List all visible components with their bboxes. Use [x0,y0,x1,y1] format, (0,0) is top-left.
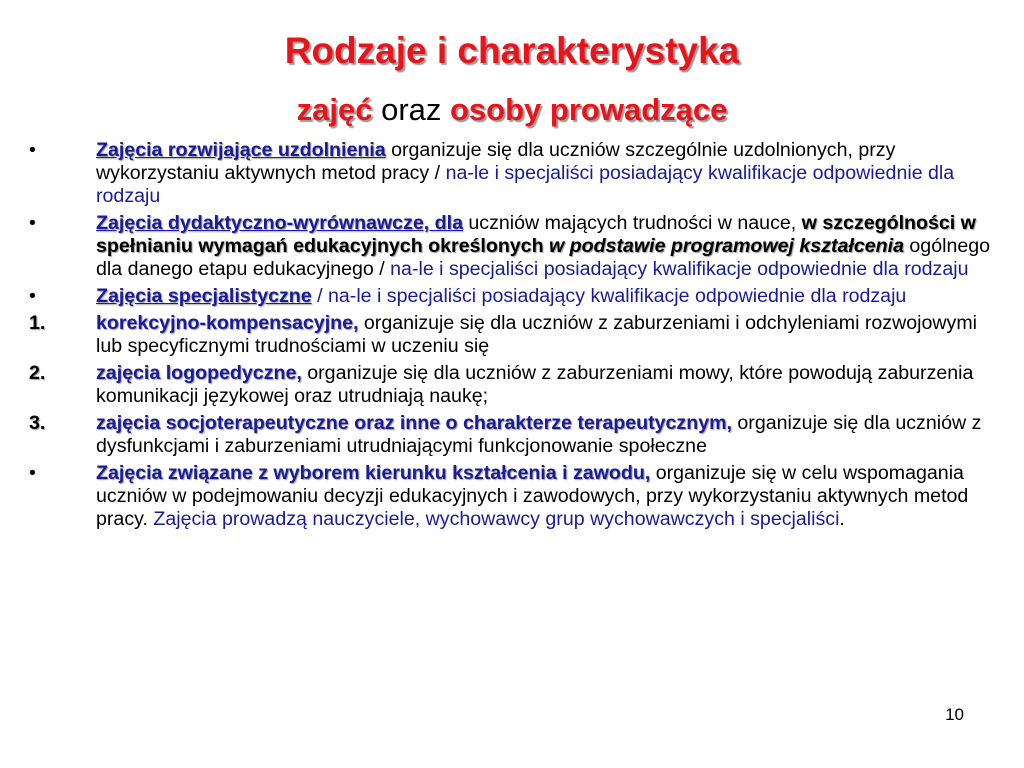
item-period: . [839,508,845,530]
list-item-rozwijajace [29,139,991,208]
item-heading: Zajęcia rozwijające uzdolnienia [96,139,386,161]
item-staff-text: na-le i specjaliści posiadający kwalifikacje odpowiednie dla rodzaju [96,162,955,207]
number-marker: 1. [29,312,46,334]
bullet-marker: • [29,212,36,234]
item-heading: Zajęcia specjalistyczne [96,285,312,307]
item-heading: Zajęcia związane z wyborem kierunku kształcenia i zawodu, [96,462,651,484]
bullet-marker: • [29,139,36,161]
list-item-specjalistyczne [29,285,991,308]
list-item-dydaktyczno [29,212,991,281]
page-number: 10 [945,705,964,724]
item-heading: Zajęcia dydaktyczno-wyrównawcze, dla [96,212,463,234]
content-list [29,139,991,535]
item-text: organizuje się dla uczniów z zaburzeniami i odchyleniami rozwojowymi lub specyficznymi trudnościami w uczeniu się [96,312,978,357]
slide-title-line-2 [0,92,1024,128]
item-heading: zajęcia socjoterapeutyczne oraz inne o charakterze terapeutycznym, [96,412,732,434]
item-text: organizuje się dla uczniów z zaburzeniami mowy, które powodują zaburzenia komunikacji językowej oraz utrudniają naukę; [96,362,974,407]
item-emphasis: w szczególności w spełnianiu wymagań edukacyjnych określonych [96,212,976,257]
title-part-zajec: zajęć [296,92,373,127]
list-item-logopedyczne [29,362,991,408]
list-item-socjoterapeutyczne [29,412,991,458]
item-staff-text: Zajęcia prowadzą nauczyciele, wychowawcy grup wychowawczych i specjaliści [153,508,840,530]
item-emphasis-italic: w podstawie programowej kształcenia [549,235,904,257]
item-staff-text: na-le i specjaliści posiadający kwalifikacje odpowiednie dla rodzaju [390,258,969,280]
item-text: uczniów mających trudności w nauce, [462,212,802,234]
bullet-marker: • [29,462,36,484]
number-marker: 2. [29,362,46,384]
title-part-osoby: osoby prowadzące [450,92,728,127]
item-heading: zajęcia logopedyczne, [96,362,302,384]
title-part-oraz: oraz [372,92,450,127]
item-separator: / [311,285,328,307]
bullet-marker: • [29,285,36,307]
slide-title-line-1: Rodzaje i charakterystyka [284,30,740,71]
list-item-zawodowe [29,462,991,531]
item-text: organizuje się dla uczniów szczególnie uzdolnionych, przy wykorzystaniu aktywnych metod pracy / [96,139,896,184]
item-staff-text: na-le i specjaliści posiadający kwalifikacje odpowiednie dla rodzaju [328,285,907,307]
list-item-korekcyjno [29,312,991,358]
item-heading: korekcyjno-kompensacyjne, [96,312,359,334]
item-text: organizuje się w celu wspomagania uczniów w podejmowaniu decyzji edukacyjnych i zawodowych, przy wykorzystaniu aktywnych metod pracy. [96,462,969,530]
item-text-2: ogólnego dla danego etapu edukacyjnego / [96,235,991,280]
number-marker: 3. [29,412,46,434]
item-text: organizuje się dla uczniów z dysfunkcjami i zaburzeniami utrudniającymi funkcjonowanie społeczne [96,412,982,457]
